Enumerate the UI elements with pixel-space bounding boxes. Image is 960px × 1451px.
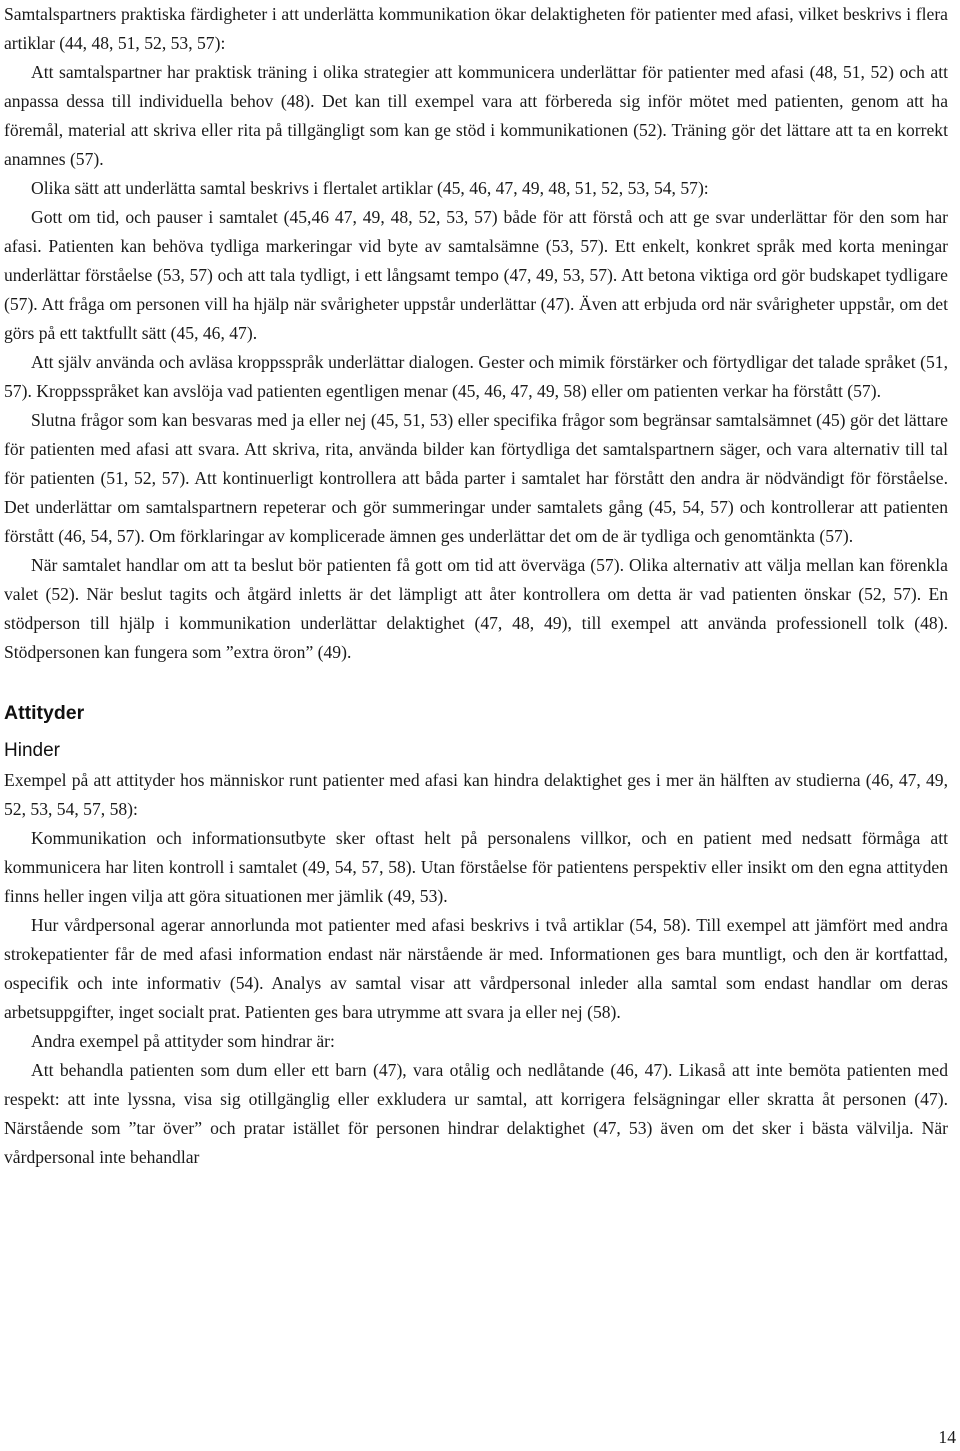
paragraph: Hur vårdpersonal agerar annorlunda mot patienter med afasi beskrivs i två artiklar (54, 58). Till exempel att jämfört med andra strokepatienter får de med afasi information endast när närstående är med. Informationen ges bara muntligt, och den är kortfattad, ospecifik och inte informativ (54). Analys av samtal visar att vårdpersonal inleder alla samtal som endast handlar om deras arbetsuppgifter, inget socialt prat. Patienten ges bara utrymme att svara ja eller nej (58). <box>4 915 948 1022</box>
paragraph: Att själv använda och avläsa kroppsspråk underlättar dialogen. Gester och mimik förstärker och förtydligar det talade språket (51, 57). Kroppsspråket kan avslöja vad patienten egentligen menar (45, 46, 47, 49, 58) eller om patienten verkar ha förstått (57). <box>4 352 948 401</box>
paragraph: Olika sätt att underlätta samtal beskrivs i flertalet artiklar (45, 46, 47, 49, 48, 51, 52, 53, 54, 57): <box>31 178 709 198</box>
document-page <box>4 0 948 1172</box>
paragraph: Slutna frågor som kan besvaras med ja eller nej (45, 51, 53) eller specifika frågor som begränsar samtalsämnet (45) gör det lättare för patienten med afasi att svara. Att skriva, rita, använda bilder kan förtydliga det samtalspartnern säger, och vara alternativ till tal för patienten (51, 52, 57). Att kontinuerligt kontrollera att båda parter i samtalet har förstått den andra är nödvändigt för förståelse. Det underlättar om samtalspartnern repeterar och gör summeringar under samtalets gång (45, 54, 57) och kontrollerar att patienten förstått (46, 54, 57). Om förklaringar av komplicerade ämnen ges underlättar det om de är tydliga och genomtänkta (57). <box>4 410 948 546</box>
paragraph: Att samtalspartner har praktisk träning i olika strategier att kommunicera underlättar för patienter med afasi (48, 51, 52) och att anpassa dessa till individuella behov (48). Det kan till exempel vara att förbereda sig inför mötet med patienten, genom att ha föremål, material att skriva eller rita på tillgängligt som kan ge stöd i kommunikationen (52). Träning gör det lättare att ta en korrekt anamnes (57). <box>4 62 948 169</box>
paragraph: Samtalspartners praktiska färdigheter i att underlätta kommunikation ökar delaktigheten för patienter med afasi, vilket beskrivs i flera artiklar (44, 48, 51, 52, 53, 57): <box>4 4 948 53</box>
page-number: 14 <box>938 1427 956 1447</box>
paragraph: Gott om tid, och pauser i samtalet (45,46 47, 49, 48, 52, 53, 57) både för att förstå och att ge svar underlättar för den som har afasi. Patienten kan behöva tydliga markeringar vid byte av samtalsämne (53, 57). Ett enkelt, konkret språk med korta meningar underlättar förståelse (53, 57) och att tala tydligt, i ett långsamt tempo (47, 49, 53, 57). Att betona viktiga ord gör budskapet tydligare (57). Att fråga om personen vill ha hjälp när svårigheter uppstår underlättar (47). Även att erbjuda ord när svårigheter uppstår, om det görs på ett taktfullt sätt (45, 46, 47). <box>4 207 948 343</box>
paragraph: Andra exempel på attityder som hindrar är: <box>31 1031 335 1051</box>
section-heading: Attityder <box>4 702 85 724</box>
paragraph: När samtalet handlar om att ta beslut bör patienten få gott om tid att överväga (57). Olika alternativ att välja mellan kan förenkla valet (52). När beslut tagits och åtgärd inletts är det lämpligt att åter kontrollera om detta är vad patienten önskar (52, 57). En stödperson till hjälp i kommunikation underlättar delaktighet (47, 48, 49), till exempel att använda professionell tolk (48). Stödpersonen kan fungera som ”extra öron” (49). <box>4 555 948 662</box>
subsection-heading: Hinder <box>4 740 60 761</box>
paragraph: Att behandla patienten som dum eller ett barn (47), vara otålig och nedlåtande (46, 47). Likaså att inte bemöta patienten med respekt: att inte lyssna, visa sig otillgänglig eller exkludera ur samtal, att korrigera felsägningar eller skratta åt personen (47). Närstående som ”tar över” och pratar istället för personen hindrar delaktighet (47, 53) även om det sker i bästa välvilja. När vårdpersonal inte behandlar <box>4 1060 948 1167</box>
paragraph: Kommunikation och informationsutbyte sker oftast helt på personalens villkor, och en patient med nedsatt förmåga att kommunicera har liten kontroll i samtalet (49, 54, 57, 58). Utan förståelse för patientens perspektiv eller insikt om den egna attityden finns heller ingen vilja att göra situationen mer jämlik (49, 53). <box>4 828 948 906</box>
paragraph: Exempel på att attityder hos människor runt patienter med afasi kan hindra delaktighet ges i mer än hälften av studierna (46, 47, 49, 52, 53, 54, 57, 58): <box>4 770 948 819</box>
